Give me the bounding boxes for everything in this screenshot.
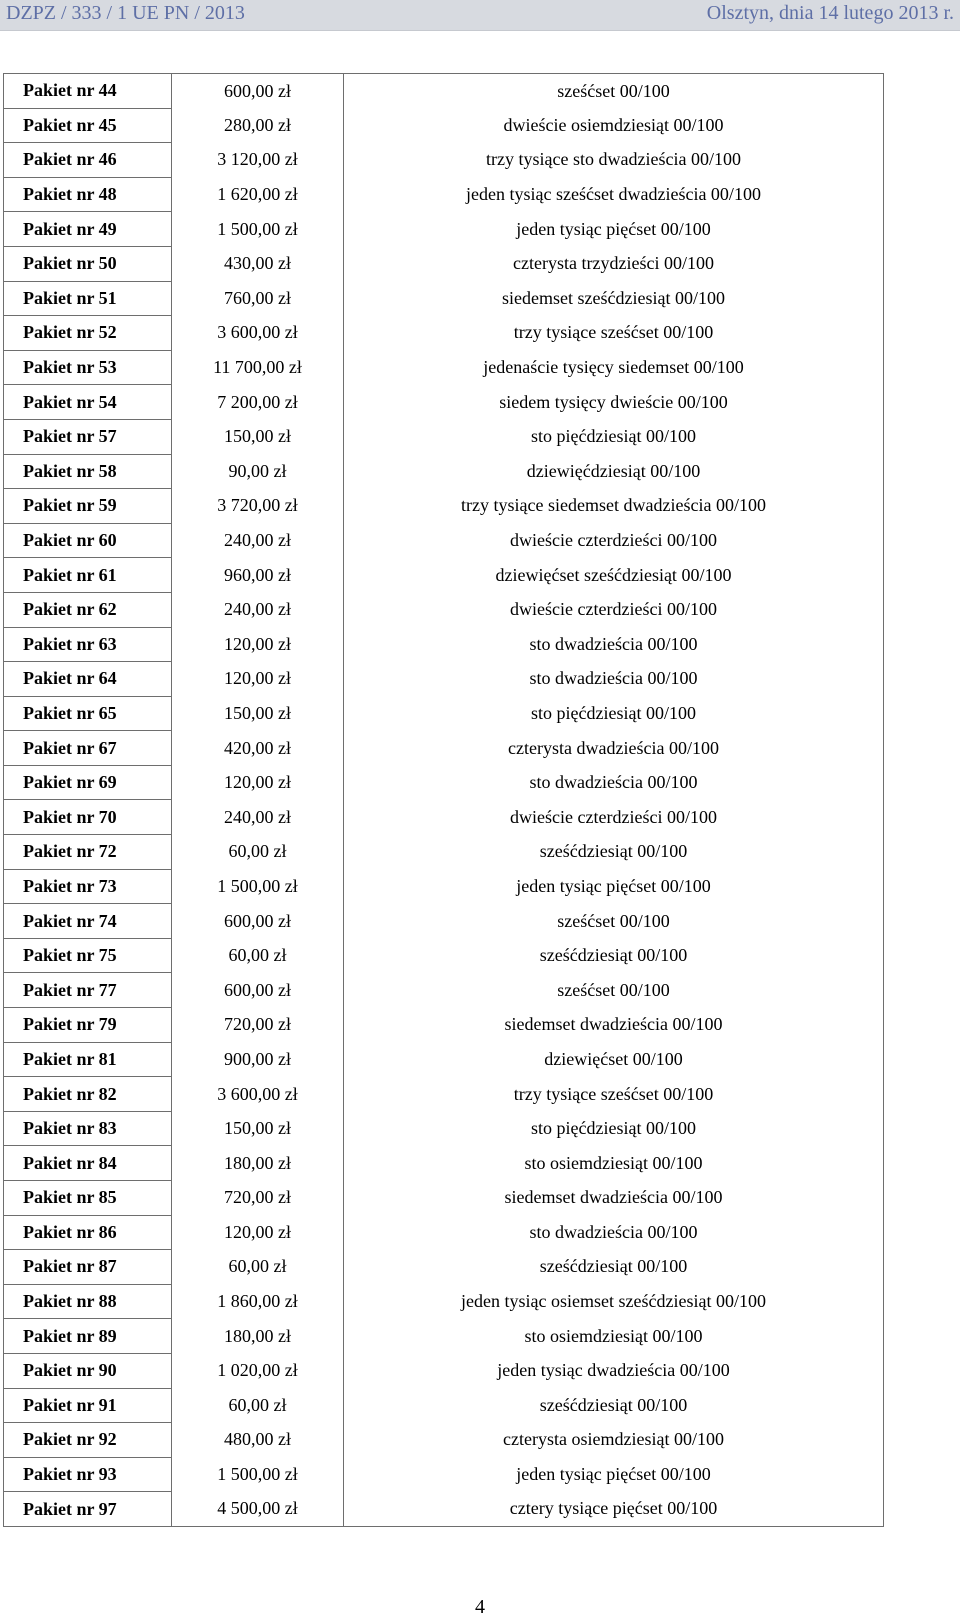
amount-cell: 760,00 zł — [172, 281, 344, 316]
table-row — [4, 1457, 884, 1492]
amount-in-words-cell: dwieście czterdzieści 00/100 — [344, 592, 884, 627]
amount-cell: 1 020,00 zł — [172, 1353, 344, 1388]
table-row — [4, 731, 884, 766]
amount-cell: 180,00 zł — [172, 1319, 344, 1354]
table-row — [4, 765, 884, 800]
table-row — [4, 143, 884, 178]
package-name-cell: Pakiet nr 45 — [4, 108, 172, 143]
package-name-cell: Pakiet nr 61 — [4, 558, 172, 593]
amount-cell: 1 860,00 zł — [172, 1284, 344, 1319]
amount-cell: 430,00 zł — [172, 246, 344, 281]
packages-table — [3, 73, 884, 1527]
amount-cell: 1 500,00 zł — [172, 1457, 344, 1492]
amount-in-words-cell: jeden tysiąc osiemset sześćdziesiąt 00/100 — [344, 1284, 884, 1319]
package-name-cell: Pakiet nr 84 — [4, 1146, 172, 1181]
table-row — [4, 1353, 884, 1388]
package-name-cell: Pakiet nr 69 — [4, 765, 172, 800]
amount-in-words-cell: sto dwadzieścia 00/100 — [344, 765, 884, 800]
amount-in-words-cell: jedenaście tysięcy siedemset 00/100 — [344, 350, 884, 385]
table-row — [4, 350, 884, 385]
amount-in-words-cell: sto osiemdziesiąt 00/100 — [344, 1319, 884, 1354]
table-row — [4, 1042, 884, 1077]
amount-cell: 11 700,00 zł — [172, 350, 344, 385]
package-name-cell: Pakiet nr 52 — [4, 316, 172, 351]
table-row — [4, 1181, 884, 1216]
table-row — [4, 904, 884, 939]
table-row — [4, 696, 884, 731]
amount-in-words-cell: jeden tysiąc dwadzieścia 00/100 — [344, 1353, 884, 1388]
amount-cell: 280,00 zł — [172, 108, 344, 143]
table-row — [4, 938, 884, 973]
table-row — [4, 558, 884, 593]
amount-cell: 600,00 zł — [172, 973, 344, 1008]
amount-in-words-cell: sześćdziesiąt 00/100 — [344, 1250, 884, 1285]
amount-cell: 1 500,00 zł — [172, 212, 344, 247]
package-name-cell: Pakiet nr 82 — [4, 1077, 172, 1112]
amount-cell: 120,00 zł — [172, 662, 344, 697]
package-name-cell: Pakiet nr 60 — [4, 523, 172, 558]
amount-in-words-cell: dwieście osiemdziesiąt 00/100 — [344, 108, 884, 143]
amount-in-words-cell: czterysta osiemdziesiąt 00/100 — [344, 1423, 884, 1458]
table-row — [4, 177, 884, 212]
table-row — [4, 281, 884, 316]
amount-in-words-cell: jeden tysiąc pięćset 00/100 — [344, 212, 884, 247]
amount-cell: 240,00 zł — [172, 523, 344, 558]
amount-in-words-cell: trzy tysiące sześćset 00/100 — [344, 316, 884, 351]
package-name-cell: Pakiet nr 75 — [4, 938, 172, 973]
package-name-cell: Pakiet nr 73 — [4, 869, 172, 904]
table-row — [4, 246, 884, 281]
table-row — [4, 1111, 884, 1146]
package-name-cell: Pakiet nr 67 — [4, 731, 172, 766]
package-name-cell: Pakiet nr 83 — [4, 1111, 172, 1146]
amount-cell: 1 620,00 zł — [172, 177, 344, 212]
package-name-cell: Pakiet nr 92 — [4, 1423, 172, 1458]
amount-in-words-cell: jeden tysiąc sześćset dwadzieścia 00/100 — [344, 177, 884, 212]
amount-cell: 3 600,00 zł — [172, 1077, 344, 1112]
amount-cell: 7 200,00 zł — [172, 385, 344, 420]
amount-cell: 600,00 zł — [172, 74, 344, 109]
table-row — [4, 108, 884, 143]
package-name-cell: Pakiet nr 50 — [4, 246, 172, 281]
package-name-cell: Pakiet nr 44 — [4, 74, 172, 109]
package-name-cell: Pakiet nr 85 — [4, 1181, 172, 1216]
amount-cell: 900,00 zł — [172, 1042, 344, 1077]
amount-cell: 180,00 zł — [172, 1146, 344, 1181]
amount-in-words-cell: sto dwadzieścia 00/100 — [344, 662, 884, 697]
amount-cell: 150,00 zł — [172, 696, 344, 731]
table-row — [4, 489, 884, 524]
table-row — [4, 419, 884, 454]
package-name-cell: Pakiet nr 58 — [4, 454, 172, 489]
amount-in-words-cell: czterysta trzydzieści 00/100 — [344, 246, 884, 281]
amount-in-words-cell: siedem tysięcy dwieście 00/100 — [344, 385, 884, 420]
amount-in-words-cell: sto pięćdziesiąt 00/100 — [344, 419, 884, 454]
package-name-cell: Pakiet nr 89 — [4, 1319, 172, 1354]
amount-in-words-cell: sto pięćdziesiąt 00/100 — [344, 696, 884, 731]
amount-cell: 480,00 zł — [172, 1423, 344, 1458]
amount-cell: 4 500,00 zł — [172, 1492, 344, 1527]
amount-in-words-cell: siedemset dwadzieścia 00/100 — [344, 1181, 884, 1216]
amount-in-words-cell: cztery tysiące pięćset 00/100 — [344, 1492, 884, 1527]
amount-cell: 720,00 zł — [172, 1008, 344, 1043]
package-name-cell: Pakiet nr 49 — [4, 212, 172, 247]
package-name-cell: Pakiet nr 74 — [4, 904, 172, 939]
amount-cell: 120,00 zł — [172, 765, 344, 800]
amount-in-words-cell: sto osiemdziesiąt 00/100 — [344, 1146, 884, 1181]
package-name-cell: Pakiet nr 79 — [4, 1008, 172, 1043]
amount-in-words-cell: czterysta dwadzieścia 00/100 — [344, 731, 884, 766]
package-name-cell: Pakiet nr 57 — [4, 419, 172, 454]
package-name-cell: Pakiet nr 77 — [4, 973, 172, 1008]
amount-cell: 600,00 zł — [172, 904, 344, 939]
table-row — [4, 1077, 884, 1112]
amount-cell: 60,00 zł — [172, 1250, 344, 1285]
table-row — [4, 1250, 884, 1285]
amount-cell: 3 120,00 zł — [172, 143, 344, 178]
amount-cell: 90,00 zł — [172, 454, 344, 489]
amount-in-words-cell: jeden tysiąc pięćset 00/100 — [344, 1457, 884, 1492]
amount-cell: 240,00 zł — [172, 800, 344, 835]
amount-cell: 60,00 zł — [172, 938, 344, 973]
amount-in-words-cell: sześćdziesiąt 00/100 — [344, 938, 884, 973]
amount-in-words-cell: sto dwadzieścia 00/100 — [344, 627, 884, 662]
table-row — [4, 973, 884, 1008]
amount-cell: 3 720,00 zł — [172, 489, 344, 524]
table-row — [4, 627, 884, 662]
package-name-cell: Pakiet nr 86 — [4, 1215, 172, 1250]
table-row — [4, 869, 884, 904]
amount-in-words-cell: sześćset 00/100 — [344, 74, 884, 109]
amount-cell: 240,00 zł — [172, 592, 344, 627]
amount-in-words-cell: dwieście czterdzieści 00/100 — [344, 523, 884, 558]
amount-in-words-cell: trzy tysiące siedemset dwadzieścia 00/100 — [344, 489, 884, 524]
package-name-cell: Pakiet nr 51 — [4, 281, 172, 316]
package-name-cell: Pakiet nr 90 — [4, 1353, 172, 1388]
package-name-cell: Pakiet nr 53 — [4, 350, 172, 385]
amount-cell: 3 600,00 zł — [172, 316, 344, 351]
package-name-cell: Pakiet nr 63 — [4, 627, 172, 662]
table-row — [4, 454, 884, 489]
table-row — [4, 385, 884, 420]
document-header — [0, 0, 960, 31]
table-row — [4, 523, 884, 558]
table-row — [4, 1492, 884, 1527]
amount-cell: 720,00 zł — [172, 1181, 344, 1216]
amount-in-words-cell: dziewięćset sześćdziesiąt 00/100 — [344, 558, 884, 593]
amount-cell: 1 500,00 zł — [172, 869, 344, 904]
package-name-cell: Pakiet nr 48 — [4, 177, 172, 212]
table-row — [4, 800, 884, 835]
document-date: Olsztyn, dnia 14 lutego 2013 r. — [706, 2, 954, 24]
package-name-cell: Pakiet nr 46 — [4, 143, 172, 178]
table-row — [4, 1146, 884, 1181]
amount-in-words-cell: trzy tysiące sto dwadzieścia 00/100 — [344, 143, 884, 178]
amount-in-words-cell: sto dwadzieścia 00/100 — [344, 1215, 884, 1250]
amount-cell: 420,00 zł — [172, 731, 344, 766]
amount-in-words-cell: dziewięćdziesiąt 00/100 — [344, 454, 884, 489]
amount-in-words-cell: sześćdziesiąt 00/100 — [344, 1388, 884, 1423]
table-row — [4, 212, 884, 247]
amount-in-words-cell: sześćdziesiąt 00/100 — [344, 835, 884, 870]
package-name-cell: Pakiet nr 64 — [4, 662, 172, 697]
table-row — [4, 835, 884, 870]
document-reference: DZPZ / 333 / 1 UE PN / 2013 — [6, 2, 245, 24]
amount-cell: 150,00 zł — [172, 419, 344, 454]
amount-in-words-cell: sześćset 00/100 — [344, 904, 884, 939]
package-name-cell: Pakiet nr 65 — [4, 696, 172, 731]
package-name-cell: Pakiet nr 54 — [4, 385, 172, 420]
amount-cell: 960,00 zł — [172, 558, 344, 593]
amount-cell: 150,00 zł — [172, 1111, 344, 1146]
package-name-cell: Pakiet nr 91 — [4, 1388, 172, 1423]
amount-in-words-cell: dwieście czterdzieści 00/100 — [344, 800, 884, 835]
amount-cell: 120,00 zł — [172, 627, 344, 662]
amount-cell: 60,00 zł — [172, 1388, 344, 1423]
amount-in-words-cell: siedemset sześćdziesiąt 00/100 — [344, 281, 884, 316]
package-name-cell: Pakiet nr 59 — [4, 489, 172, 524]
amount-in-words-cell: sześćset 00/100 — [344, 973, 884, 1008]
package-name-cell: Pakiet nr 88 — [4, 1284, 172, 1319]
table-row — [4, 1319, 884, 1354]
amount-cell: 120,00 zł — [172, 1215, 344, 1250]
package-name-cell: Pakiet nr 72 — [4, 835, 172, 870]
package-name-cell: Pakiet nr 87 — [4, 1250, 172, 1285]
amount-cell: 60,00 zł — [172, 835, 344, 870]
table-row — [4, 662, 884, 697]
package-name-cell: Pakiet nr 62 — [4, 592, 172, 627]
amount-in-words-cell: dziewięćset 00/100 — [344, 1042, 884, 1077]
page-number: 4 — [475, 1596, 485, 1618]
amount-in-words-cell: trzy tysiące sześćset 00/100 — [344, 1077, 884, 1112]
amount-in-words-cell: jeden tysiąc pięćset 00/100 — [344, 869, 884, 904]
package-name-cell: Pakiet nr 93 — [4, 1457, 172, 1492]
package-name-cell: Pakiet nr 70 — [4, 800, 172, 835]
amount-in-words-cell: siedemset dwadzieścia 00/100 — [344, 1008, 884, 1043]
table-row — [4, 1284, 884, 1319]
table-row — [4, 316, 884, 351]
table-row — [4, 1215, 884, 1250]
amount-in-words-cell: sto pięćdziesiąt 00/100 — [344, 1111, 884, 1146]
table-row — [4, 1008, 884, 1043]
package-name-cell: Pakiet nr 97 — [4, 1492, 172, 1527]
table-row — [4, 1388, 884, 1423]
table-row — [4, 1423, 884, 1458]
table-row — [4, 74, 884, 109]
table-row — [4, 592, 884, 627]
package-name-cell: Pakiet nr 81 — [4, 1042, 172, 1077]
packages-table-body — [4, 74, 884, 1527]
